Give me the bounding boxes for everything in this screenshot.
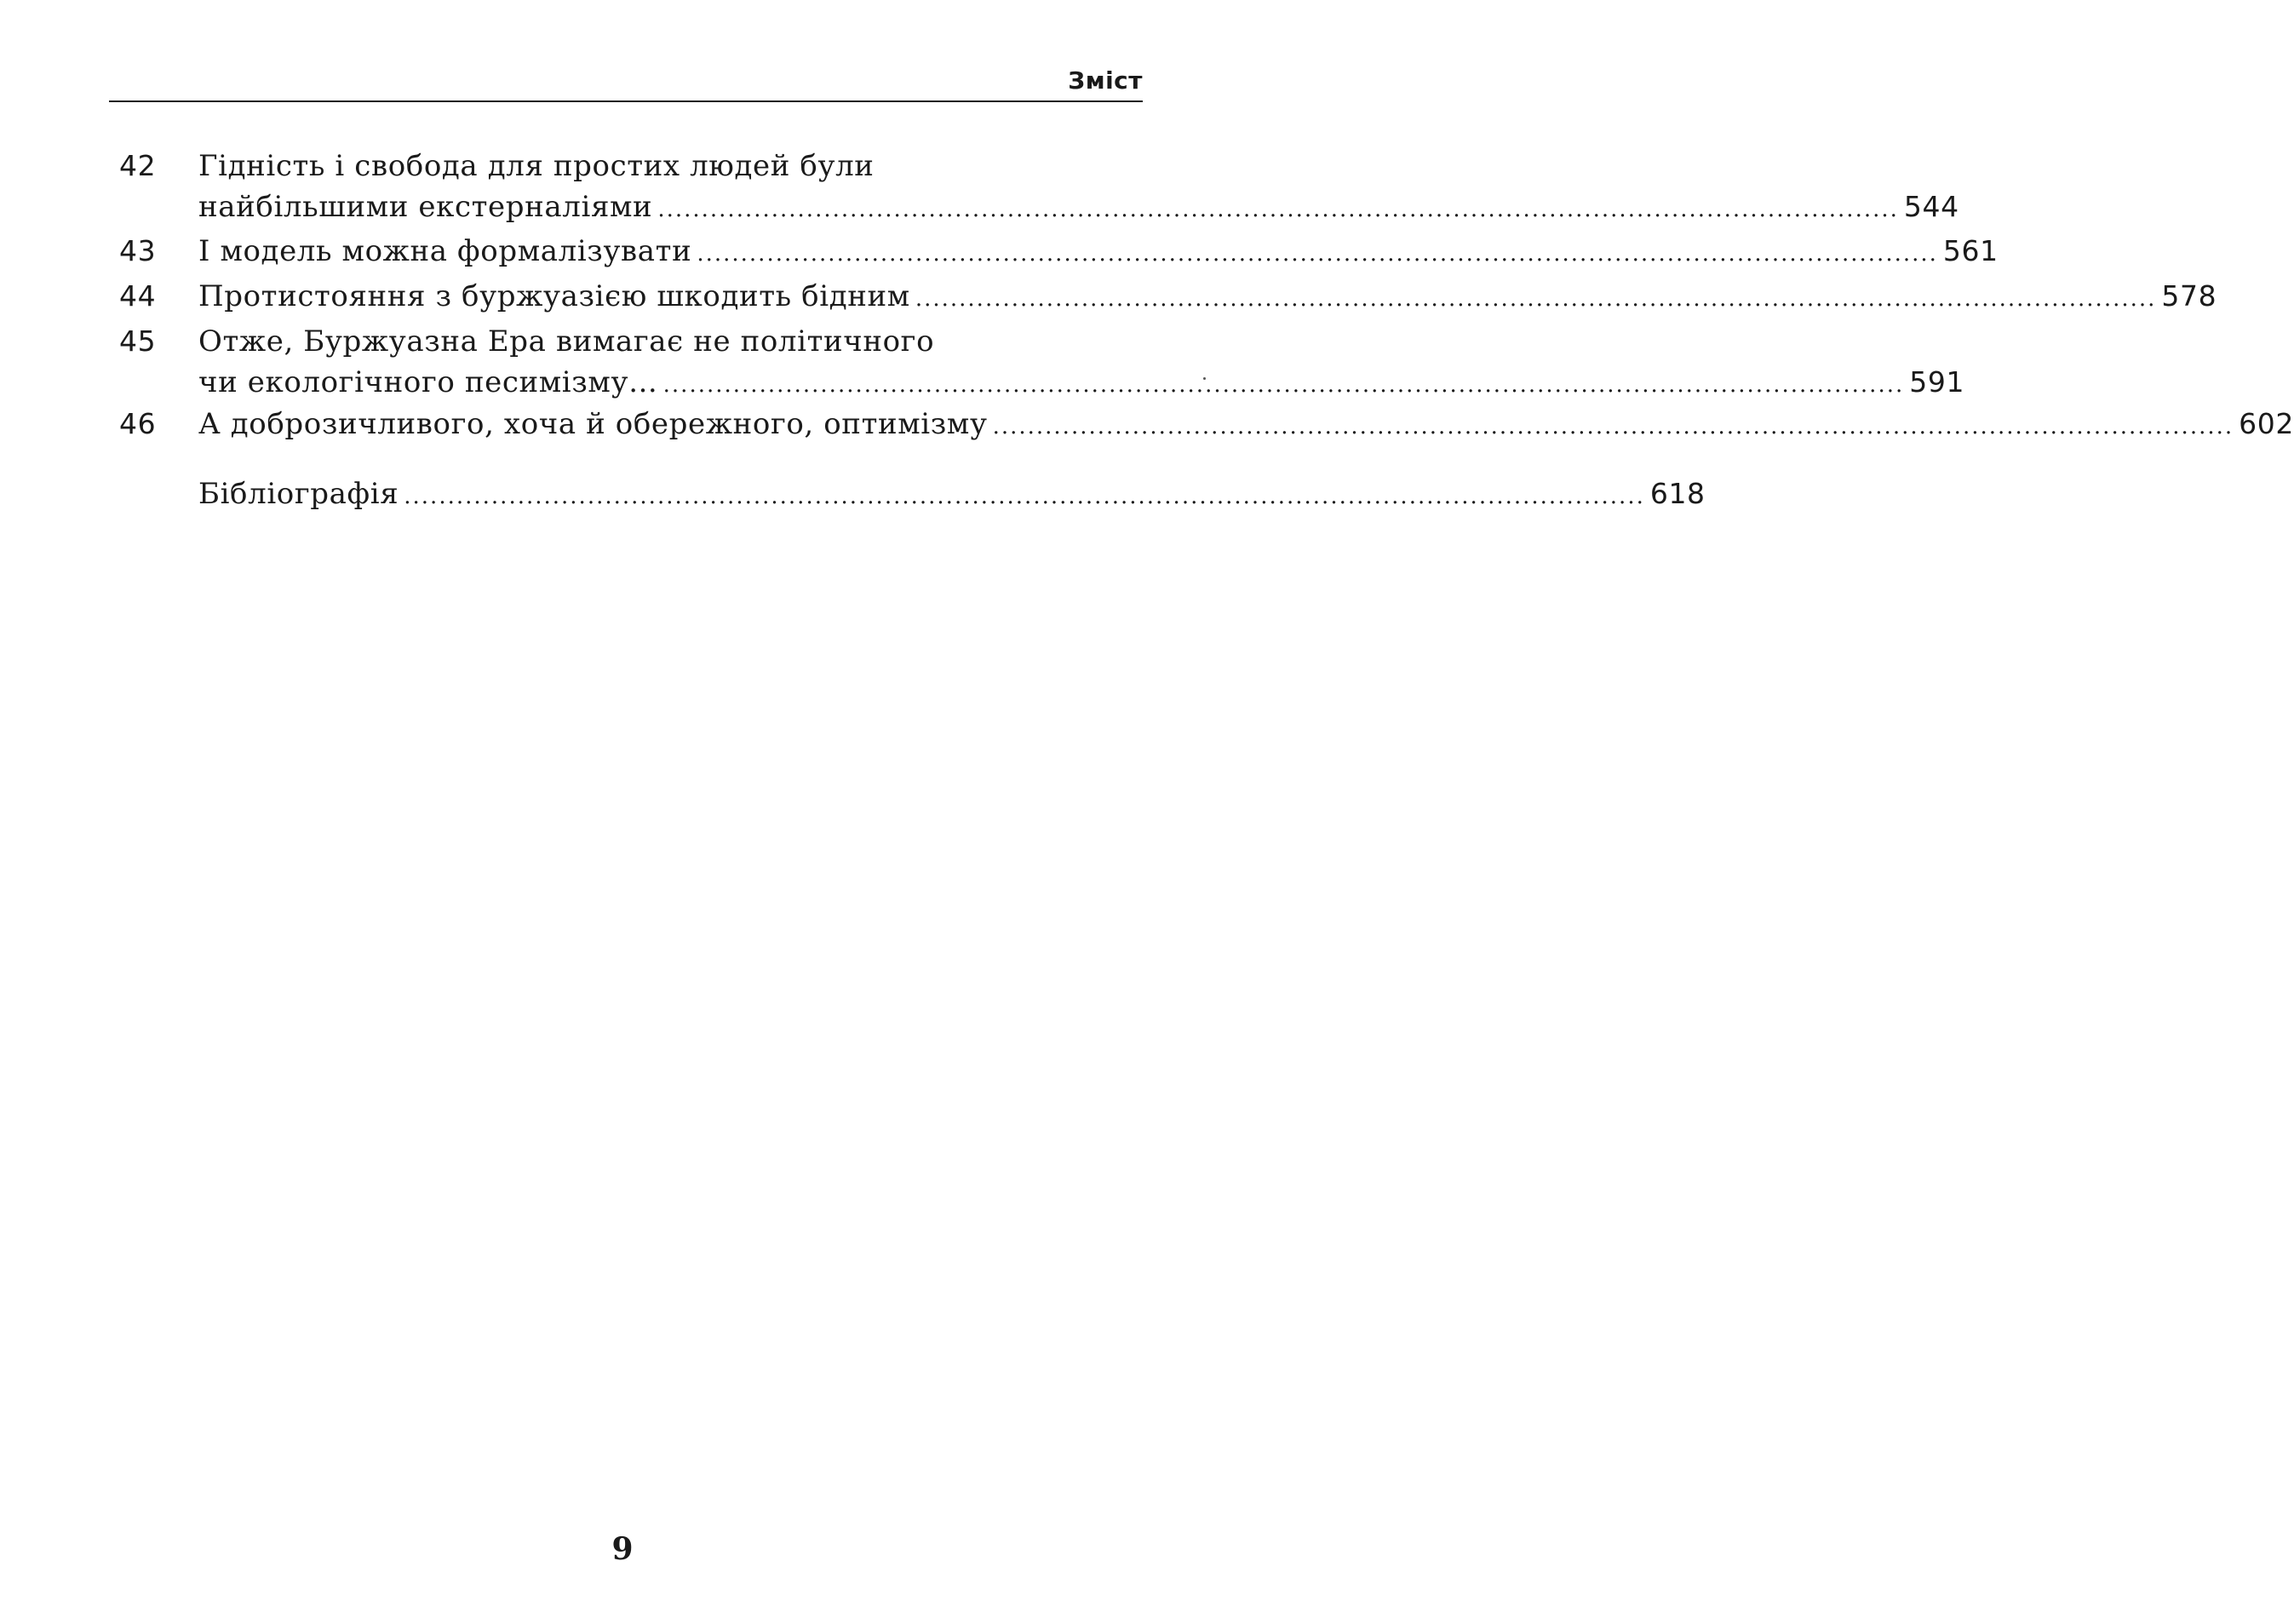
chapter-title-line-1: Отже, Буржуазна Ера вимагає не політичного [198, 324, 935, 359]
chapter-number: 44 [119, 279, 157, 313]
toc-entry[interactable] [0, 320, 1965, 405]
toc-entry[interactable] [0, 403, 2294, 447]
chapter-title-line-2: найбільшими екстерналіями [198, 190, 653, 224]
chapter-title-row [198, 473, 1706, 518]
chapter-title: І модель можна формалізувати [198, 234, 692, 268]
chapter-number: 42 [119, 149, 157, 182]
chapter-title: Протистояння з буржуазією шкодить бідним [198, 279, 910, 313]
dot-leader: .............................................................................................................................................. [404, 484, 1645, 509]
toc-entry[interactable] [0, 145, 1959, 230]
dot-leader: .............................................................................................................................................. [992, 414, 2234, 439]
header-rule [109, 100, 1143, 102]
dot-leader: .............................................................................................................................................. [697, 241, 1938, 267]
page-number: 9 [611, 1531, 634, 1567]
page-reference: 618 [1649, 477, 1706, 510]
page-reference: 591 [1909, 365, 1965, 399]
running-head: Зміст [1068, 66, 1143, 95]
bibliography-title: Бібліографія [198, 477, 399, 511]
page-reference: 602 [2239, 407, 2294, 440]
chapter-number: 46 [119, 407, 157, 440]
page-reference: 544 [1903, 190, 1959, 223]
chapter-title-row [198, 186, 1959, 231]
chapter-title: А доброзичливого, хоча й обережного, оптимізму [198, 407, 988, 441]
chapter-title-row [198, 361, 1965, 406]
chapter-title-row [198, 230, 1999, 275]
chapter-title-line-2: чи екологічного песимізму… [198, 365, 658, 399]
page-reference: 578 [2161, 279, 2217, 313]
dot-leader: .............................................................................................................................................. [657, 197, 1899, 222]
dot-leader: .............................................................................................................................................. [915, 286, 2157, 312]
page-reference: 561 [1942, 234, 1999, 267]
toc-entry-bibliography[interactable] [0, 473, 1706, 517]
toc-entry[interactable] [0, 275, 2217, 319]
chapter-title-line-1: Гідність і свобода для простих людей були [198, 149, 875, 183]
chapter-number: 43 [119, 234, 157, 267]
chapter-number: 45 [119, 324, 157, 358]
toc-entry[interactable] [0, 230, 1999, 274]
dot-leader: .............................................................................................................................................. [662, 372, 1905, 398]
chapter-title-row [198, 403, 2294, 448]
chapter-title-row [198, 275, 2217, 320]
